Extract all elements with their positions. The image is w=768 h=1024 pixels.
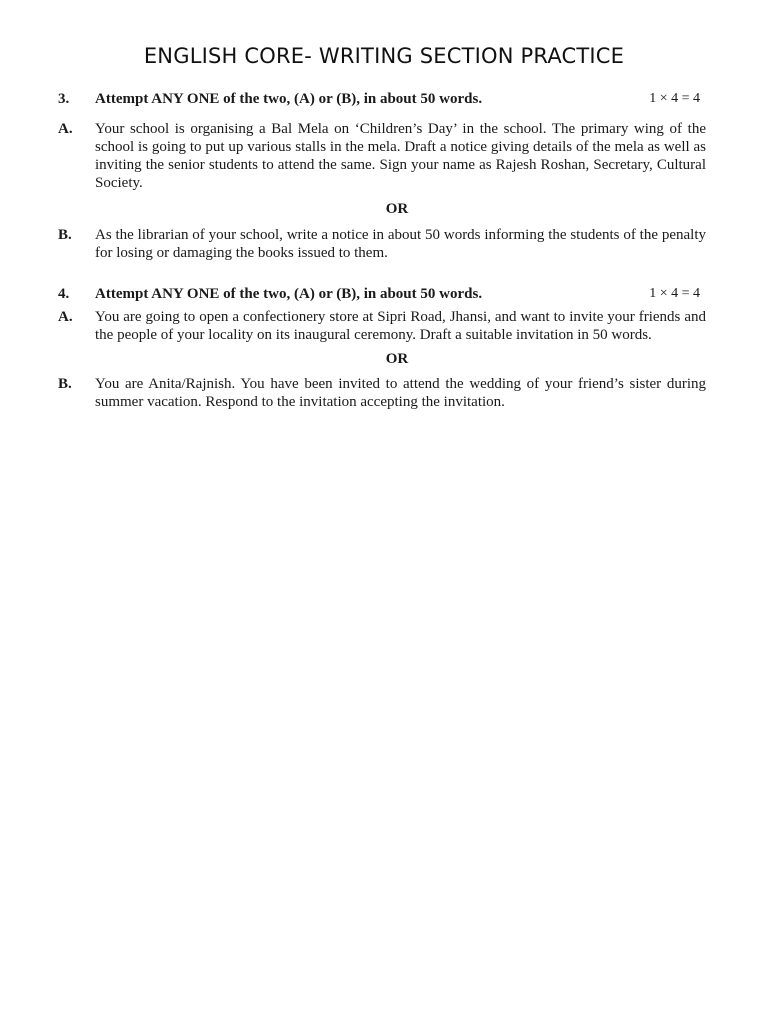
question-instruction: Attempt ANY ONE of the two, (A) or (B), in about 50 words. xyxy=(95,91,483,107)
option-a xyxy=(58,120,706,192)
option-text: You are Anita/Rajnish. You have been invited to attend the wedding of your friend’s sister during summer vacation. Respond to the invitation accepting the invitation. xyxy=(95,376,706,410)
option-label: B. xyxy=(58,376,72,392)
option-text: Your school is organising a Bal Mela on ‘Children’s Day’ in the school. The primary wing of the school is going to put up various stalls in the mela. Draft a notice giving details of the mela as well as inviting the senior students to attend the same. Sign your name as Rajesh Roshan, Secretary, Cultural Society. xyxy=(95,121,706,191)
question-header xyxy=(58,286,706,306)
question-marks: 1 × 4 = 4 xyxy=(649,91,700,106)
question-marks: 1 × 4 = 4 xyxy=(649,286,700,301)
question-4 xyxy=(58,286,706,411)
option-b xyxy=(58,226,706,262)
option-b xyxy=(58,375,706,411)
option-a xyxy=(58,308,706,344)
option-text: As the librarian of your school, write a notice in about 50 words informing the students of the penalty for losing or damaging the books issued to them. xyxy=(95,227,706,261)
option-label: B. xyxy=(58,227,72,243)
page-title: ENGLISH CORE- WRITING SECTION PRACTICE xyxy=(143,44,625,68)
option-label: A. xyxy=(58,309,73,325)
question-number: 4. xyxy=(58,286,70,302)
question-number: 3. xyxy=(58,91,70,107)
option-text: You are going to open a confectionery store at Sipri Road, Jhansi, and want to invite your friends and the people of your locality on its inaugural ceremony. Draft a suitable invitation in 50 words. xyxy=(95,309,706,343)
question-3 xyxy=(58,91,706,262)
option-label: A. xyxy=(58,121,73,137)
question-instruction: Attempt ANY ONE of the two, (A) or (B), in about 50 words. xyxy=(95,286,483,302)
question-header xyxy=(58,91,706,111)
or-separator: OR xyxy=(385,351,409,367)
or-separator: OR xyxy=(385,201,409,217)
